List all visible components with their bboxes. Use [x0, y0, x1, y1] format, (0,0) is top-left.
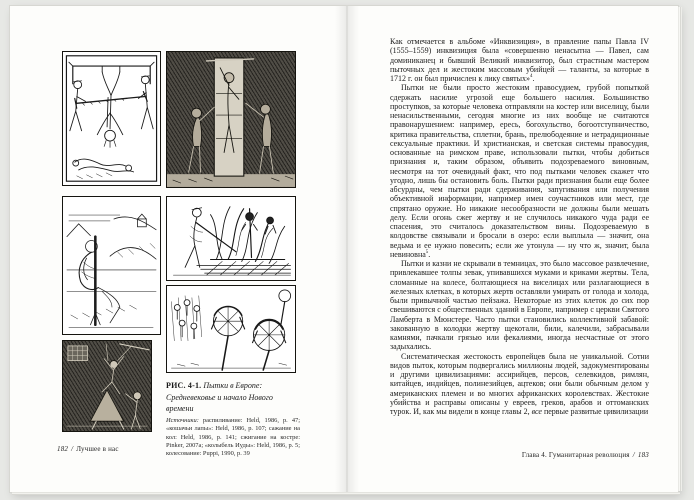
- chapter-running-head: Глава 4. Гуманитарная революция: [521, 451, 630, 459]
- footer-separator: /: [632, 451, 635, 459]
- figure-caption: [166, 380, 300, 458]
- figure-image-cats-paw: [166, 51, 296, 188]
- figure-subtitle: Средневековье и начало Нового времени: [166, 393, 273, 413]
- figure-caption-title-line: [166, 380, 300, 392]
- burning-woodcut-svg: [167, 197, 295, 280]
- right-page-footer: [390, 451, 649, 459]
- body-text-column: [390, 37, 649, 416]
- page-stack-bottom-edge: [12, 492, 680, 495]
- figure-image-judas-cradle: [62, 340, 152, 432]
- figure-image-breaking-wheel: [166, 285, 296, 373]
- figure-sources-text: распиливание: Held, 1986, p. 47; «кошачьи лапы»: Held, 1986, p. 107; сажание на кол: Held, 1986, p. 141; сжигание на костре: Pinker, 2007a; «колыбель Иуды»: Held, 1986, p. 5; колесование: Puppi, 1990, p. 39: [166, 417, 300, 458]
- book-spread: [10, 6, 678, 492]
- figure-sources: [166, 417, 300, 458]
- left-page-footer: [57, 445, 119, 453]
- impalement-woodcut-svg: [63, 197, 160, 334]
- right-page-number: 183: [637, 451, 649, 459]
- figure-image-burning-at-stake: [166, 196, 296, 281]
- left-page-number: 182: [57, 445, 69, 453]
- figure-sources-label: Источники:: [166, 417, 199, 424]
- sawing-woodcut-svg: [63, 52, 160, 185]
- breaking-wheel-woodcut-svg: [167, 286, 295, 372]
- book-title: Лучшее в нас: [76, 445, 119, 453]
- figure-title: Пытки в Европе:: [203, 381, 263, 390]
- page-gutter: [335, 6, 359, 492]
- figure-label: РИС. 4-1.: [166, 381, 202, 390]
- judas-cradle-woodcut-svg: [63, 341, 151, 431]
- body-paragraph: Систематическая жестокость европейцев была не уникальной. Сотни видов пыток, которым подвергались миллионы людей, задокументированы и другими цивилизациями: ассирийцев, персов, селевкидов, римлян, китайцев, индийцев, полинезийцев, ацтеков; они были обычным делом у американских племен и во многих африканских королевствах. Жестокие убийства и расправы описаны у евреев, греков, арабов и оттоманских турок. И, как мы видели в конце главы 2, все первые развитые цивилизации: [390, 351, 649, 416]
- body-paragraph: Пытки не были просто жестоким правосудием, грубой попыткой сдержать насилие угрозой еще большего насилия. Большинство проступков, за которые человека отправляли на костер или виселицу, были ненасильственными, сегодня многие из них вообще не считаются правонарушением: например, ересь, богохульство, богоотступничество, критика правительства, сплетни, брань, прелюбодеяние и нетрадиционные сексуальные практики. И христианская, и светская системы правосудия, основанные на римском праве, использовали пытки, чтобы добиться признания и, таким образом, объявить подозреваемого виновным, несмотря на тот очевидный факт, что под пытками человек скажет что угодно, лишь бы остановить боль. Пытки ради признания были еще более абсурдны, чем пытки ради сдерживания, запугивания или получения объективной информации, например имен соучастников или мест, где спрятано оружие. Но никакие несообразности не должны были мешать делу. Если огонь сжег жертву и не случилось никакого чуда ради ее спасения, это считалось доказательством вины. Подозреваемую в колдовстве связывали и бросали в озеро: если выплыла — значит, она ведьма и ее нужно повесить; если же утонула — ну что ж, значит, была невиновна$^5$.: [390, 83, 649, 259]
- body-paragraph: Как отмечается в альбоме «Инквизиция», в правление папы Павла IV (1555–1559) инквизиция была «совершенно ненасытна — Павел, сам доминиканец и бывший Великий инквизитор, был страстным мастером пыточных дел и жестоким массовым убийцей — таланты, за которые в 1712 г. он был причислен к лику святых»$^4$.: [390, 37, 649, 83]
- footer-separator: /: [71, 445, 74, 453]
- cats-paw-woodcut-svg: [167, 52, 295, 187]
- body-paragraph: Пытки и казни не скрывали в темницах, это было массовое развлечение, привлекавшее толпы зевак, упивавшихся муками и криками жертвы. Тела, сломанные на колесе, болтающиеся на виселицах или разлагающиеся в железных клетках, в которых жертв оставляли умирать от голода и холода, были привычной частью пейзажа. Некоторые из этих клеток до сих пор свешиваются с общественных зданий в Европе, например с церкви Святого Ламберта в Мюнстере. Часто пытки становились коллективной забавой: закованную в колодки жертву щекотали, били, калечили, забрасывали камнями, пачкали грязью или фекалиями, иногда несчастные от этого задыхались.: [390, 259, 649, 352]
- figure-image-sawing: [62, 51, 161, 186]
- figure-image-impalement: [62, 196, 161, 335]
- page-stack-edge: [678, 7, 682, 491]
